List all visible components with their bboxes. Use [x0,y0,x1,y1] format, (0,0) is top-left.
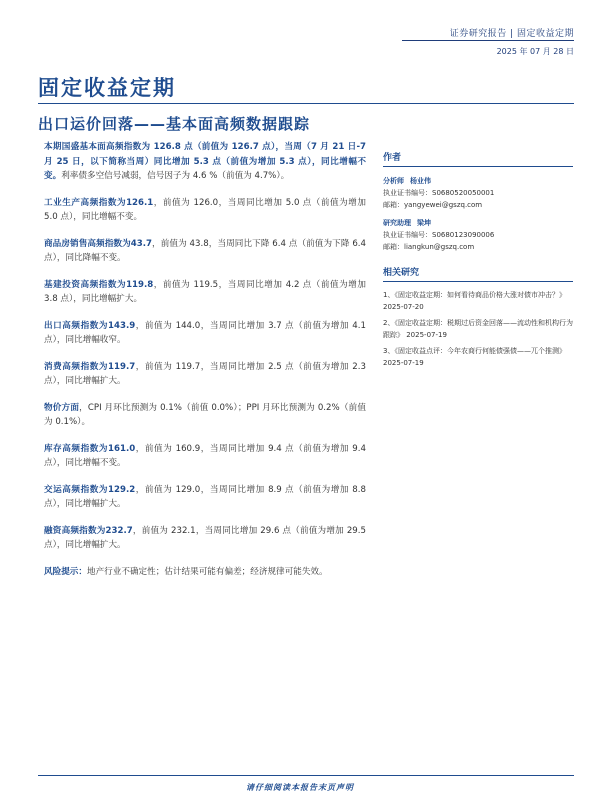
paragraph-lead: 消费高频指数为 [44,361,109,372]
analyst-cert: 执业证书编号：S0680123090006 [383,231,495,239]
report-category: 证券研究报告 | 固定收益定期 [449,29,574,39]
footer-divider [38,775,574,776]
summary-paragraph [44,237,366,266]
summary-paragraph [44,442,366,471]
report-date: 2025 年 07 月 28 日 [496,47,574,56]
paragraph-lead: 工业生产高频指数为 [44,197,127,208]
paragraph-lead: 本期国盛基本面高频指数为 126.8 点（前值为 126.7 点），当周（7 月 21 日-7 月 25 日，以下简称当周）同比增加 5.3 点（前值为增加 5.3 点），同比增幅不变。 [44,142,366,181]
analyst-email[interactable]: 邮箱：yangyewei@gszq.com [383,201,483,209]
title-divider [38,103,574,104]
index-value: 119.7 [108,361,136,372]
index-value: 126.1 [126,197,154,208]
page-subtitle: 出口运价回落——基本面高频数据跟踪 [38,115,311,133]
page-title: 固定收益定期 [38,76,176,100]
paragraph-lead: 融资高频指数为 [44,525,106,536]
related-heading: 相关研究 [383,265,573,282]
paragraph-lead: 物价方面 [44,402,80,413]
paragraph-lead: 交运高频指数为 [44,484,109,495]
analyst-name: 梁坤 [417,219,431,227]
analyst-name-line [383,217,573,229]
index-value: 119.8 [126,279,154,290]
paragraph-lead: 库存高频指数为 [44,443,109,454]
report-header [450,26,574,57]
paragraph-lead: 出口高频指数为 [44,320,109,331]
analyst-name-line [383,175,573,187]
risk-text: 地产行业不确定性；估计结果可能有偏差；经济规律可能失效。 [86,566,328,577]
summary-paragraph [44,319,366,348]
summary-paragraph [44,360,366,389]
index-value: 161.0 [108,443,136,454]
paragraph-rest: ，前值为 126.0，当周同比增加 5.0 点（前值为增加 5.0 点），同比增幅不变。 [44,197,366,222]
analyst-email[interactable]: 邮箱：liangkun@gszq.com [383,243,475,251]
summary-body [44,140,366,591]
risk-warning [44,565,366,580]
paragraph-rest: ，前值为 43.8，当周同比下降 6.4 点（前值为下降 6.4 点），同比降幅不变。 [44,238,366,263]
index-value: 43.7 [130,238,152,249]
paragraph-rest: 利率债多空信号减弱，信号因子为 4.6 %（前值为 4.7%）。 [61,171,290,181]
summary-paragraph [44,196,366,225]
risk-label: 风险提示： [44,566,87,577]
analyst-name: 杨业伟 [410,177,431,185]
paragraph-rest: ，前值为 160.9，当周同比增加 9.4 点（前值为增加 9.4 点），同比增幅不变。 [44,443,366,468]
summary-paragraph [44,483,366,512]
analyst-role: 分析师 [383,177,404,185]
index-value: 143.9 [108,320,136,331]
related-item[interactable]: 1、《固定收益定期：如何看待商品价格大涨对债市冲击？》 2025-07-20 [383,291,566,311]
analyst-role: 研究助理 [383,219,411,227]
author-heading: 作者 [383,150,573,167]
paragraph-lead: 商品房销售高频指数为 [44,238,131,249]
related-item[interactable]: 3、《固定收益点评：今年农商行何能债强债——兀个推测》 2025-07-19 [383,347,566,367]
paragraph-lead: 基建投资高频指数为 [44,279,127,290]
paragraph-rest: ，前值为 144.0，当周同比增加 3.7 点（前值为增加 4.1 点），同比增幅收窄。 [44,320,366,345]
summary-paragraph [44,278,366,307]
footer-disclaimer: 请仔细阅读本报告末页声明 [246,783,354,792]
index-value: 129.2 [108,484,136,495]
paragraph-rest: ，CPI 月环比预测为 0.1%（前值 0.0%）；PPI 月环比预测为 0.2%（前值为 0.1%）。 [44,402,366,427]
summary-paragraph [44,140,366,184]
sidebar [383,150,573,374]
summary-paragraph [44,401,366,430]
header-rule [402,40,574,41]
paragraph-rest: ，前值为 232.1，当周同比增加 29.6 点（前值为增加 29.5 点），同比增幅扩大。 [44,525,366,550]
paragraph-rest: ，前值为 129.0，当周同比增加 8.9 点（前值为增加 8.8 点），同比增幅扩大。 [44,484,366,509]
paragraph-rest: ，前值为 119.7，当周同比增加 2.5 点（前值为增加 2.3 点），同比增幅扩大。 [44,361,366,386]
related-item[interactable]: 2、《固定收益定期：税期过后资金回落——流动性和机构行为跟踪》 2025-07-19 [383,319,573,339]
analyst-cert: 执业证书编号：S0680520050001 [383,189,495,197]
summary-paragraph [44,524,366,553]
index-value: 232.7 [105,525,133,536]
paragraph-rest: ，前值为 119.5，当周同比增加 4.2 点（前值为增加 3.8 点），同比增幅扩大。 [44,279,366,304]
